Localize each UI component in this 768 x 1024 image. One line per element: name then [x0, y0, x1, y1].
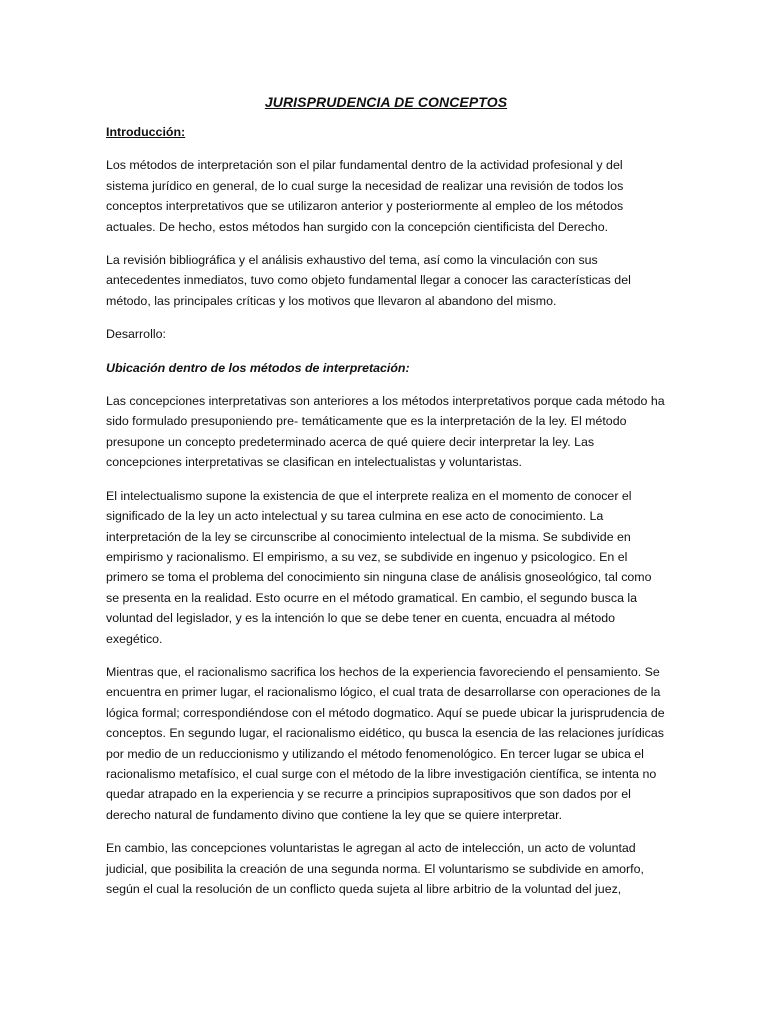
- document-title: JURISPRUDENCIA DE CONCEPTOS: [264, 94, 508, 110]
- paragraph-body-2: El intelectualismo supone la existencia de que el interprete realiza en el momento de conocer el significado de la ley un acto intelectual y su tarea culmina en ese acto de conocimiento. La interpretación de la ley se circunscribe al conocimiento intelectual de la misma. Se subdivide en empirismo y racionalismo. El empirismo, a su vez, se subdivide en ingenuo y psicologico. En el primero se toma el problema del conocimiento sin ninguna clase de análisis gnoseológico, tal como se presenta en la realidad. Esto ocurre en el método gramatical. En cambio, el segundo busca la voluntad del legislador, y es la intención lo que se debe tener en cuenta, encuadra al método exegético.: [106, 488, 652, 646]
- paragraph-body-3: Mientras que, el racionalismo sacrifica los hechos de la experiencia favoreciendo el pensamiento. Se encuentra en primer lugar, el racionalismo lógico, el cual trata de desarrollarse con operaciones de la lógica formal; correspondiéndose con el método dogmatico. Aquí se puede ubicar la jurisprudencia de conceptos. En segundo lugar, el racionalismo eidético, qu busca la esencia de las relaciones jurídicas por medio de un reduccionismo y utilizando el método fenomenológico. En tercer lugar se ubica el racionalismo metafísico, el cual surge con el método de la libre investigación científica, se intenta no quedar atrapado en la experiencia y se recurre a principios suprapositivos que son dados por el derecho natural de fundamento divino que contiene la ley que se quiere interpretar.: [106, 664, 665, 822]
- section-heading-desarrollo: Desarrollo:: [106, 327, 166, 342]
- paragraph-body-4: En cambio, las concepciones voluntaristas le agregan al acto de intelección, un acto de voluntad judicial, que posibilita la creación de una segunda norma. El voluntarismo se subdivide en amorfo, según el cual la resolución de un conflicto queda sujeta al libre arbitrio de la voluntad del juez,: [106, 841, 644, 896]
- paragraph-intro-1: Los métodos de interpretación son el pilar fundamental dentro de la actividad profesional y del sistema jurídico en general, de lo cual surge la necesidad de realizar una revisión de todos los conceptos interpretativos que se utilizaron anterior y posteriormente al empleo de los métodos actuales. De hecho, estos métodos han surgido con la concepción cientificista del Derecho.: [106, 158, 624, 234]
- paragraph-body-1: Las concepciones interpretativas son anteriores a los métodos interpretativos porque cada método ha sido formulado presuponiendo pre- temáticamente que es la interpretación de la ley. El método presupone un concepto predeterminado acerca de qué quiere decir interpretar la ley. Las concepciones interpretativas se clasifican en intelectualistas y voluntaristas.: [106, 394, 665, 470]
- subsection-heading-ubicacion: Ubicación dentro de los métodos de interpretación:: [106, 360, 410, 375]
- document-content: [106, 90, 666, 912]
- section-heading-introduccion: Introducción:: [106, 125, 186, 139]
- paragraph-intro-2: La revisión bibliográfica y el análisis exhaustivo del tema, así como la vinculación con sus antecedentes inmediatos, tuvo como objeto fundamental llegar a conocer las características del método, las principales críticas y los motivos que llevaron al abandono del mismo.: [106, 253, 631, 308]
